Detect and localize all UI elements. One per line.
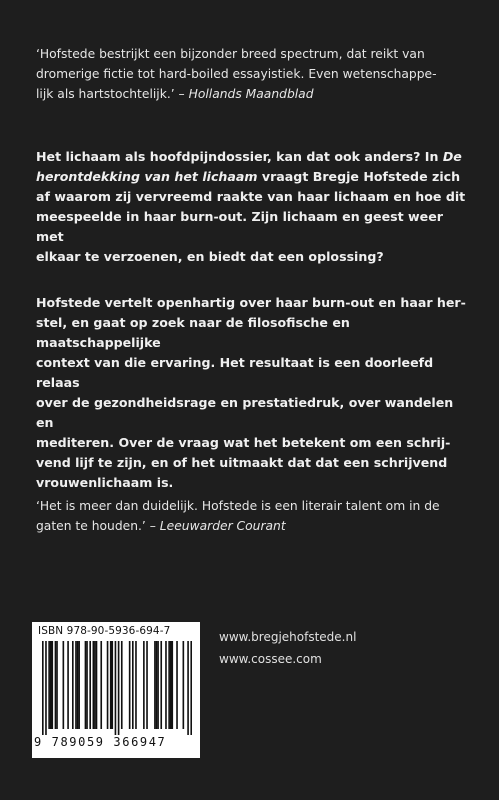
barcode-bar: [51, 641, 53, 729]
barcode-bar: [187, 641, 189, 735]
barcode-bar: [72, 641, 74, 729]
review-quote-leeuwarder-courant: [36, 496, 468, 536]
blurb-line: [36, 167, 468, 187]
barcode-bar: [121, 641, 123, 729]
quote-line: [36, 84, 468, 104]
quote-line: [36, 516, 468, 536]
barcode-bar: [160, 641, 162, 729]
barcode-bar: [55, 641, 57, 729]
barcode-bar: [93, 641, 95, 729]
barcode-bar: [168, 641, 170, 729]
barcode-bar: [96, 641, 98, 729]
blurb-paragraph-1: [36, 147, 468, 267]
author-website-link[interactable]: www.bregjehofstede.nl: [219, 630, 357, 644]
blurb-paragraph-2: [36, 293, 468, 493]
blurb-line: vend lijf te zijn, en of het uitmaakt dat dat een schrijvend: [36, 455, 448, 470]
barcode-bar: [56, 641, 58, 729]
barcode-bar: [77, 641, 79, 729]
barcode-bar: [190, 641, 192, 735]
quote-line: dromerige fictie tot hard-boiled essayistiek. Even wetenschappe-: [36, 67, 437, 81]
blurb-line: [36, 147, 468, 167]
isbn-label: ISBN 978-90-5936-694-7: [38, 625, 171, 637]
barcode-bar: [154, 641, 156, 729]
book-title-part: De: [442, 149, 462, 164]
barcode-bars: [42, 641, 192, 735]
quote-source: Leeuwarder Courant: [159, 519, 286, 533]
barcode-bar: [86, 641, 88, 729]
barcode-bar: [100, 641, 102, 729]
barcode-bar: [171, 641, 173, 729]
barcode-digits: 9 789059 366947: [34, 735, 167, 749]
blurb-line: meespeelde in haar burn-out. Zijn lichaam en geest weer met: [36, 209, 443, 244]
barcode-bar: [146, 641, 148, 729]
blurb-line: elkaar te verzoenen, en biedt dat een oplossing?: [36, 249, 384, 264]
barcode-bar: [48, 641, 50, 729]
quote-source: Hollands Maandblad: [188, 87, 314, 101]
book-title-part: herontdekking van het lichaam: [36, 169, 258, 184]
barcode-bar: [111, 641, 113, 729]
barcode-bar: [78, 641, 80, 729]
barcode-bar: [183, 641, 185, 729]
quote-line: ‘Hofstede bestrijkt een bijzonder breed spectrum, dat reikt van: [36, 47, 425, 61]
barcode-bar: [135, 641, 137, 729]
quote-text: lijk als hartstochtelijk.’ –: [36, 87, 189, 101]
barcode-bar: [157, 641, 159, 729]
barcode-bar: [132, 641, 134, 729]
publisher-website-link[interactable]: www.cossee.com: [219, 652, 322, 666]
barcode-bar: [45, 641, 47, 735]
blurb-line: over de gezondheidsrage en prestatiedruk, over wandelen en: [36, 395, 454, 430]
barcode-bar: [75, 641, 77, 729]
barcode-bar: [170, 641, 172, 729]
barcode-bar: [143, 641, 145, 729]
blurb-text: vraagt Bregje Hofstede zich: [257, 169, 461, 184]
barcode-bar: [42, 641, 44, 735]
blurb-text: Het lichaam als hoofdpijndossier, kan dat ook anders? In: [36, 149, 443, 164]
review-quote-hollands-maandblad: [36, 44, 468, 104]
blurb-line: mediteren. Over de vraag wat het betekent om een schrij-: [36, 435, 451, 450]
barcode-bar: [115, 641, 117, 735]
barcode-bar: [94, 641, 96, 729]
barcode-bar: [118, 641, 120, 735]
quote-line: ‘Het is meer dan duidelijk. Hofstede is een literair talent om in de: [36, 499, 440, 513]
isbn-barcode: [32, 622, 200, 758]
blurb-line: stel, en gaat op zoek naar de filosofische en maatschappelijke: [36, 315, 350, 350]
barcode-bar: [63, 641, 65, 729]
website-links: [219, 626, 356, 670]
blurb-line: Hofstede vertelt openhartig over haar burn-out en haar her-: [36, 295, 466, 310]
barcode-bar: [129, 641, 131, 729]
barcode-bar: [107, 641, 109, 729]
blurb-line: context van die ervaring. Het resultaat is een doorleefd relaas: [36, 355, 434, 390]
barcode-bar: [67, 641, 69, 729]
barcode-bar: [50, 641, 52, 729]
quote-text: gaten te houden.’ –: [36, 519, 160, 533]
barcode-bar: [176, 641, 178, 729]
barcode-bar: [165, 641, 167, 729]
blurb-line: af waarom zij vervreemd raakte van haar lichaam en hoe dit: [36, 189, 466, 204]
barcode-bar: [156, 641, 158, 729]
barcode-bar: [89, 641, 91, 729]
blurb-line: vrouwenlichaam is.: [36, 475, 174, 490]
barcode-bar: [85, 641, 87, 729]
barcode-bar: [110, 641, 112, 729]
